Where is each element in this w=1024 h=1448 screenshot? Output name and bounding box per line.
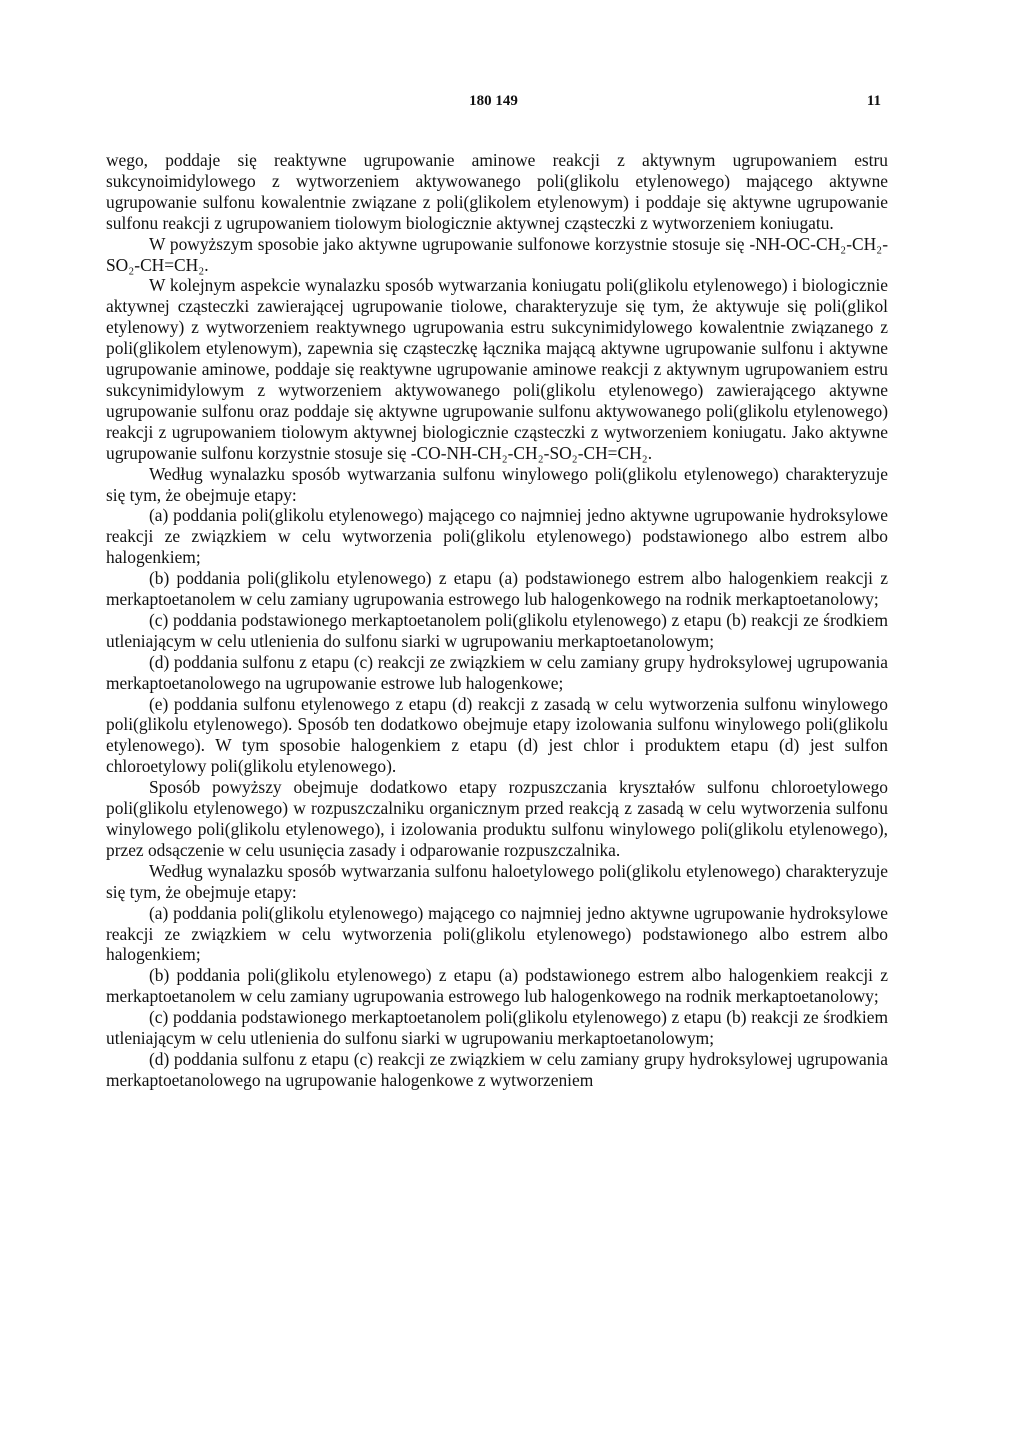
list-item: (d) poddania sulfonu z etapu (c) reakcji ze związkiem w celu zamiany grupy hydroksylowej ugrupowania merkaptoetanolowego na ugrupowanie halogenkowe z wytworzeniem xyxy=(106,1048,888,1090)
page-header xyxy=(106,93,881,113)
paragraph: W powyższym sposobie jako aktywne ugrupowanie sulfonowe korzystnie stosuje się -NH-OC-CH₂-CH₂-SO₂-CH=CH₂. xyxy=(106,233,888,275)
paragraph: Sposób powyższy obejmuje dodatkowo etapy rozpuszczania kryształów sulfonu chloroetylowego poli(glikolu etylenowego) w rozpuszczalniku organicznym przed reakcją z zasadą w celu wytworzenia sulfonu winylowego poli(glikolu etylenowego), i izolowania produktu sulfonu winylowego poli(glikolu etylenowego), przez odsączenie w celu usunięcia zasady i odparowanie rozpuszczalnika. xyxy=(106,777,888,860)
list-item: (b) poddania poli(glikolu etylenowego) z etapu (a) podstawionego estrem albo halogenkiem reakcji z merkaptoetanolem w celu zamiany ugrupowania estrowego lub halogenkowego na rodnik merkaptoetanolowy; xyxy=(106,568,888,610)
paragraph: Według wynalazku sposób wytwarzania sulfonu haloetylowego poli(glikolu etylenowego) charakteryzuje się tym, że obejmuje etapy: xyxy=(106,860,888,902)
paragraph: Według wynalazku sposób wytwarzania sulfonu winylowego poli(glikolu etylenowego) charakteryzuje się tym, że obejmuje etapy: xyxy=(106,463,888,505)
list-item: (c) poddania podstawionego merkaptoetanolem poli(glikolu etylenowego) z etapu (b) reakcji ze środkiem utleniającym w celu utlenienia do sulfonu siarki w ugrupowaniu merkaptoetanolowym; xyxy=(106,609,888,651)
page-number: 11 xyxy=(866,93,881,109)
list-item: (e) poddania sulfonu etylenowego z etapu (d) reakcji z zasadą w celu wytworzenia sulfonu winylowego poli(glikolu etylenowego). Sposób ten dodatkowo obejmuje etapy izolowania sulfonu winylowego poli(glikolu etylenowego). W tym sposobie halogenkiem z etapu (d) jest chlor i produktem etapu (d) jest sulfon chloroetylowy poli(glikolu etylenowego). xyxy=(106,693,888,777)
patent-number: 180 149 xyxy=(469,93,518,109)
list-item: (a) poddania poli(glikolu etylenowego) mającego co najmniej jedno aktywne ugrupowanie hydroksylowe reakcji ze związkiem w celu wytworzenia poli(glikolu etylenowego) podstawionego albo estrem albo halogenkiem; xyxy=(106,902,888,965)
list-item: (b) poddania poli(glikolu etylenowego) z etapu (a) podstawionego estrem albo halogenkiem reakcji z merkaptoetanolem w celu zamiany ugrupowania estrowego lub halogenkowego na rodnik merkaptoetanolowy; xyxy=(106,965,888,1007)
body-text xyxy=(106,150,888,1091)
list-item: (d) poddania sulfonu z etapu (c) reakcji ze związkiem w celu zamiany grupy hydroksylowej ugrupowania merkaptoetanolowego na ugrupowanie estrowe lub halogenkowe; xyxy=(106,651,888,693)
list-item: (c) poddania podstawionego merkaptoetanolem poli(glikolu etylenowego) z etapu (b) reakcji ze środkiem utleniającym w celu utlenienia do sulfonu siarki w ugrupowaniu merkaptoetanolowym; xyxy=(106,1007,888,1049)
list-item: (a) poddania poli(glikolu etylenowego) mającego co najmniej jedno aktywne ugrupowanie hydroksylowe reakcji ze związkiem w celu wytworzenia poli(glikolu etylenowego) podstawionego albo estrem albo halogenkiem; xyxy=(106,505,888,568)
paragraph: wego, poddaje się reaktywne ugrupowanie aminowe reakcji z aktywnym ugrupowaniem estru sukcynoimidylowego z wytworzeniem aktywowanego poli(glikolu etylenowego) mającego aktywne ugrupowanie sulfonu kowalentnie związane z poli(glikolem etylenowym) i poddaje się aktywne ugrupowanie sulfonu reakcji z ugrupowaniem tiolowym biologicznie aktywnej cząsteczki z wytworzeniem koniugatu. xyxy=(106,150,888,233)
paragraph: W kolejnym aspekcie wynalazku sposób wytwarzania koniugatu poli(glikolu etylenowego) i biologicznie aktywnej cząsteczki zawierającej ugrupowanie tiolowe, charakteryzuje się tym, że aktywuje się poli(glikol etylenowy) z wytworzeniem reaktywnego ugrupowania estru sukcynimidylowego kowalentnie związanego z poli(glikolem etylenowym), zapewnia się cząsteczkę łącznika mającą aktywne ugrupowanie sulfonu i aktywne ugrupowanie aminowe, poddaje się reaktywne ugrupowanie aminowe reakcji z aktywnym ugrupowaniem estru sukcynimidylowym z wytworzeniem aktywowanego poli(glikolu etylenowego) zawierającego aktywne ugrupowanie sulfonu oraz poddaje się aktywne ugrupowanie sulfonu aktywowanego poli(glikolu etylenowego) reakcji z ugrupowaniem tiolowym aktywnej biologicznie cząsteczki z wytworzeniem koniugatu. Jako aktywne ugrupowanie sulfonu korzystnie stosuje się -CO-NH-CH₂-CH₂-SO₂-CH=CH₂. xyxy=(106,275,888,463)
